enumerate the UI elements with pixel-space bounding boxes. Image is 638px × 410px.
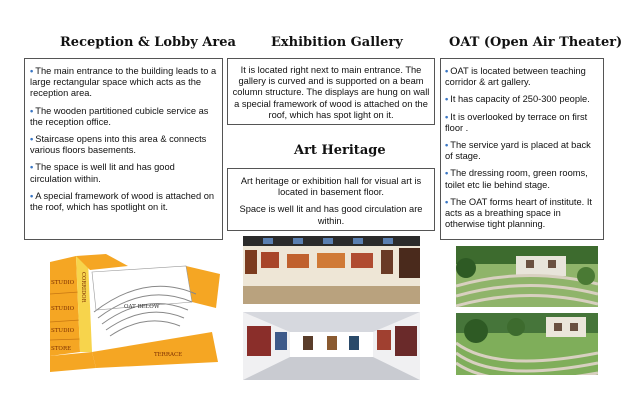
reception-bullet-5: • A special framework of wood is attached on the roof, which has spotlight on it.	[30, 190, 215, 213]
art-text-1: Art heritage or exhibition hall for visual art is located in basement floor.	[240, 176, 422, 198]
oat-photo-2	[456, 313, 598, 375]
gallery-photo-2	[243, 312, 420, 380]
exhibition-heading: Exhibition Gallery	[271, 35, 403, 50]
plan-label-corridor: CORRIDOR	[80, 272, 86, 303]
plan-label-terrace: TERRACE	[154, 352, 183, 358]
reception-box	[24, 58, 223, 240]
plan-label-studio-1: STUDIO	[51, 280, 75, 286]
oat-photo-1	[456, 246, 598, 307]
oat-bullet-6: • The OAT forms heart of institute. It acts as a breathing space in otherwise tight planning.	[445, 196, 593, 230]
oat-bullet-2: • It has capacity of 250-300 people.	[445, 94, 590, 105]
gallery-photo-1	[243, 236, 420, 304]
plan-label-oat-below: OAT BELOW	[124, 304, 160, 310]
exhibition-text: It is located right next to main entrance. The gallery is curved and is supported on a beam column structure. The displays are hung on wall a special framework of wood is attached on the roof, which has spot light on it.	[232, 65, 430, 120]
exhibition-box	[227, 58, 435, 125]
art-heritage-box	[227, 168, 435, 231]
floor-plan-image	[36, 252, 220, 376]
art-text-2: Space is well lit and has good circulation are within.	[239, 204, 423, 226]
reception-bullet-2: • The wooden partitioned cubicle service as the reception office.	[30, 105, 209, 127]
plan-label-store: STORE	[51, 346, 72, 352]
oat-bullet-1: • OAT is located between teaching corridor & art gallery.	[445, 66, 586, 88]
oat-box	[440, 58, 604, 240]
reception-heading: Reception & Lobby Area	[60, 35, 236, 50]
reception-bullet-4: • The space is well lit and has good circulation within.	[30, 162, 175, 184]
art-heritage-heading: Art Heritage	[294, 143, 386, 158]
oat-bullet-3: • It is overlooked by terrace on first floor .	[445, 111, 588, 133]
oat-bullet-4: • The service yard is placed at back of stage.	[445, 140, 591, 162]
oat-heading: OAT (Open Air Theater)	[449, 35, 623, 50]
plan-label-studio-2: STUDIO	[51, 306, 75, 312]
plan-label-studio-3: STUDIO	[51, 328, 75, 334]
reception-bullet-1: • The main entrance to the building leads to a large rectangular space which acts as the reception area.	[30, 66, 217, 99]
reception-bullet-3: • Staircase opens into this area & connects various floors basements.	[30, 134, 207, 156]
oat-bullet-5: • The dressing room, green rooms, toilet etc lie behind stage.	[445, 168, 588, 190]
